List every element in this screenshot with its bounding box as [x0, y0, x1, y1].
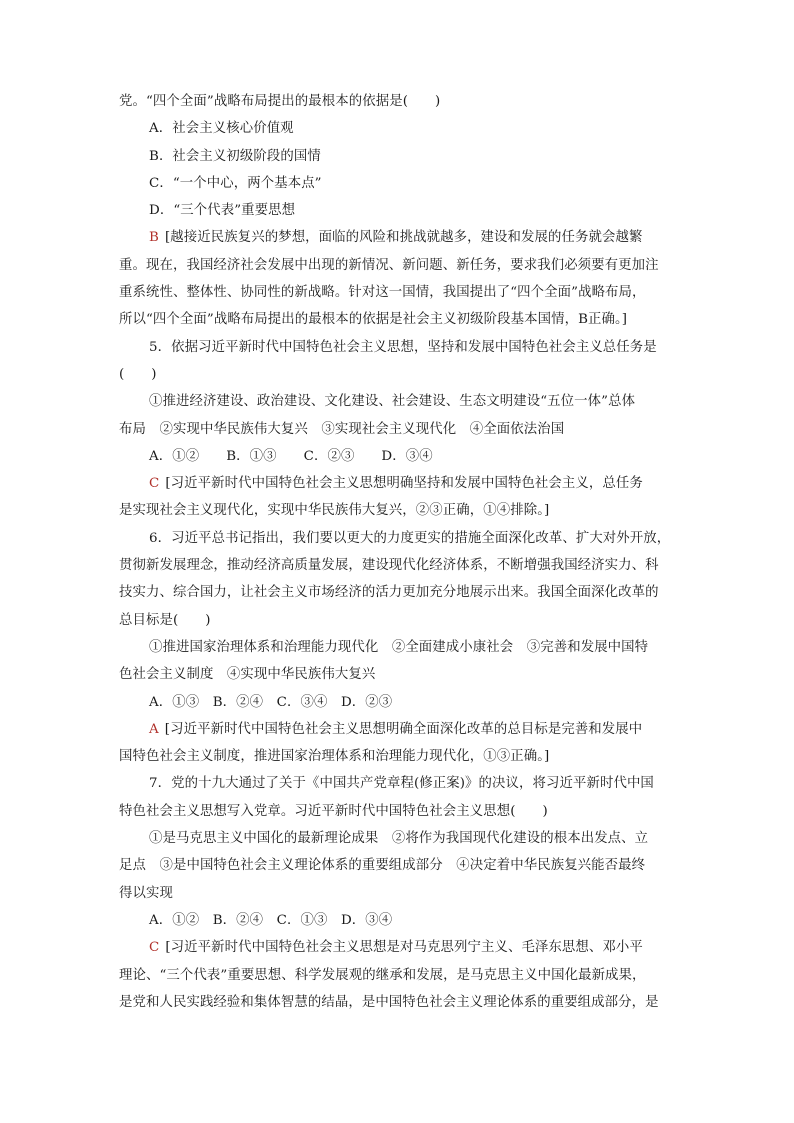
- text-line: [119, 962, 679, 989]
- line-text: ①推进经济建设、政治建设、文化建设、社会建设、生态文明建设“五位一体”总体: [149, 394, 636, 410]
- line-text: A．社会主义核心价值观: [149, 121, 294, 137]
- text-line: [119, 497, 679, 524]
- text-line: [119, 579, 679, 606]
- line-text: ( ): [119, 366, 157, 382]
- line-text: 色社会主义制度 ④实现中华民族伟大复兴: [119, 667, 376, 683]
- line-text: 是实现社会主义现代化，实现中华民族伟大复兴，②③正确，①④排除。]: [119, 503, 550, 519]
- text-line: [119, 88, 679, 115]
- text-line: [119, 743, 679, 770]
- line-text: [越接近民族复兴的梦想，面临的风险和挑战就越多，建设和发展的任务就会越繁: [164, 230, 643, 246]
- text-line: [119, 525, 679, 552]
- line-text: A．①② B．①③ C．②③ D．③④: [149, 448, 433, 464]
- line-text: 7．党的十九大通过了关于《中国共产党章程(修正案)》的决议，将习近平新时代中国: [149, 776, 654, 792]
- text-line: [119, 661, 679, 688]
- text-line: [119, 306, 679, 333]
- text-line: [119, 252, 679, 279]
- line-text: 国特色社会主义制度，推进国家治理体系和治理能力现代化，①③正确。]: [119, 749, 550, 765]
- text-line: [119, 388, 679, 415]
- text-line: [119, 634, 679, 661]
- text-line: [119, 934, 679, 961]
- text-line: [119, 279, 679, 306]
- text-line: [119, 416, 679, 443]
- line-text: 得以实现: [119, 885, 173, 901]
- line-text: ①推进国家治理体系和治理能力现代化 ②全面建成小康社会 ③完善和发展中国特: [149, 639, 649, 655]
- line-text: [习近平新时代中国特色社会主义思想明确全面深化改革的总目标是完善和发展中: [164, 721, 643, 737]
- text-line: [119, 361, 679, 388]
- line-text: [习近平新时代中国特色社会主义思想明确坚持和发展中国特色社会主义，总任务: [165, 476, 643, 492]
- text-line: [119, 989, 679, 1016]
- line-text: 是党和人民实践经验和集体智慧的结晶，是中国特色社会主义理论体系的重要组成部分，是: [119, 994, 659, 1010]
- line-text: ①是马克思主义中国化的最新理论成果 ②将作为我国现代化建设的根本出发点、立: [149, 831, 649, 847]
- document-body: [119, 88, 679, 1016]
- text-line: [119, 170, 679, 197]
- line-text: A．①③ B．②④ C．③④ D．②③: [149, 694, 393, 710]
- text-line: [119, 716, 679, 743]
- text-line: [119, 689, 679, 716]
- line-text: 贯彻新发展理念，推动经济高质量发展，建设现代化经济体系，不断增强我国经济实力、科: [119, 558, 659, 574]
- text-line: [119, 770, 679, 797]
- text-line: [119, 798, 679, 825]
- text-line: [119, 470, 679, 497]
- text-line: [119, 852, 679, 879]
- line-text: 总目标是( ): [119, 612, 211, 628]
- line-text: 重。现在，我国经济社会发展中出现的新情况、新问题、新任务，要求我们必须要有更加注: [119, 257, 659, 273]
- text-line: [119, 224, 679, 251]
- text-line: [119, 607, 679, 634]
- text-line: [119, 334, 679, 361]
- text-line: [119, 880, 679, 907]
- line-text: 5．依据习近平新时代中国特色社会主义思想，坚持和发展中国特色社会主义总任务是: [149, 339, 657, 355]
- text-line: [119, 143, 679, 170]
- line-text: A．①② B．②④ C．①③ D．③④: [149, 912, 393, 928]
- line-text: B．社会主义初级阶段的国情: [149, 148, 321, 164]
- line-text: 党。“四个全面”战略布局提出的最根本的依据是( ): [119, 94, 441, 109]
- line-text: 布局 ②实现中华民族伟大复兴 ③实现社会主义现代化 ④全面依法治国: [119, 421, 565, 437]
- text-line: [119, 443, 679, 470]
- text-line: [119, 115, 679, 142]
- answer-letter: C: [149, 940, 160, 956]
- answer-letter: B: [149, 230, 159, 246]
- line-text: 特色社会主义思想写入党章。习近平新时代中国特色社会主义思想( ): [119, 803, 548, 819]
- answer-letter: A: [149, 721, 159, 737]
- answer-letter: C: [149, 476, 160, 492]
- line-text: 重系统性、整体性、协同性的新战略。针对这一国情，我国提出了“四个全面”战略布局，: [119, 285, 646, 301]
- line-text: C．“一个中心，两个基本点”: [149, 175, 322, 191]
- line-text: 技实力、综合国力，让社会主义市场经济的活力更加充分地展示出来。我国全面深化改革的: [119, 585, 659, 601]
- text-line: [119, 825, 679, 852]
- text-line: [119, 907, 679, 934]
- line-text: 理论、“三个代表”重要思想、科学发展观的继承和发展，是马克思主义中国化最新成果，: [119, 967, 646, 983]
- line-text: 足点 ③是中国特色社会主义理论体系的重要组成部分 ④决定着中华民族复兴能否最终: [119, 858, 646, 874]
- line-text: D．“三个代表”重要思想: [149, 203, 296, 219]
- text-line: [119, 197, 679, 224]
- line-text: [习近平新时代中国特色社会主义思想是对马克思列宁主义、毛泽东思想、邓小平: [165, 940, 643, 956]
- line-text: 所以“四个全面”战略布局提出的最根本的依据是社会主义初级阶段基本国情，B正确。]: [119, 312, 628, 328]
- text-line: [119, 552, 679, 579]
- line-text: 6．习近平总书记指出，我们要以更大的力度更实的措施全面深化改革、扩大对外开放，: [149, 530, 671, 546]
